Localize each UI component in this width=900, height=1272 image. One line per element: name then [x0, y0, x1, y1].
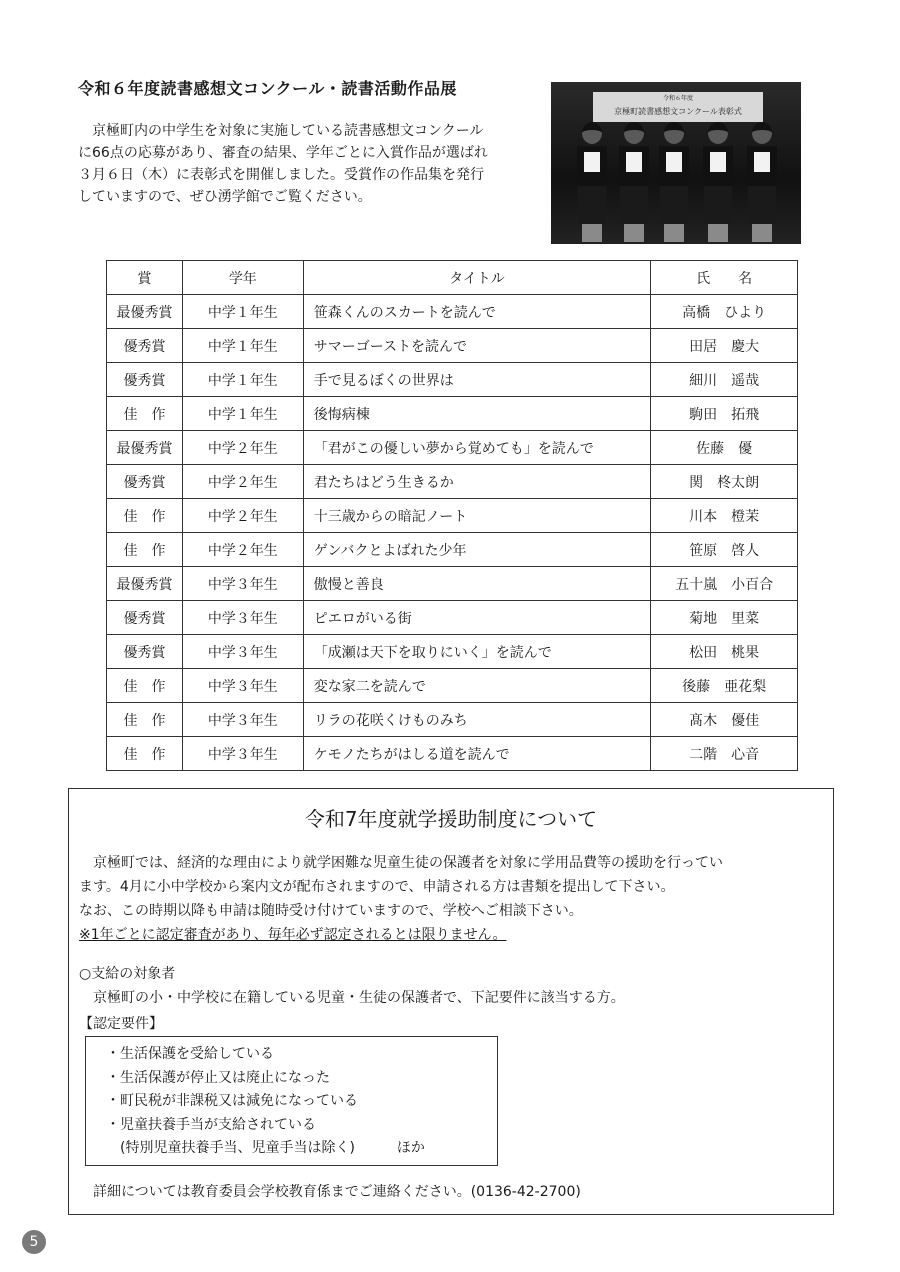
- cell-name: 佐藤 優: [651, 431, 798, 465]
- cell-award: 最優秀賞: [107, 431, 183, 465]
- cell-grade: 中学１年生: [182, 329, 303, 363]
- cell-name: 川本 橙茉: [651, 499, 798, 533]
- cell-award: 優秀賞: [107, 363, 183, 397]
- cell-award: 優秀賞: [107, 635, 183, 669]
- section2-line: ます。4月に小中学校から案内文が配布されますので、申請される方は書類を提出して下さい。: [79, 879, 675, 895]
- header-title: タイトル: [303, 261, 650, 295]
- cell-name: 高橋 ひより: [651, 295, 798, 329]
- cell-name: 菊地 里菜: [651, 601, 798, 635]
- cell-grade: 中学１年生: [182, 363, 303, 397]
- cell-grade: 中学３年生: [182, 601, 303, 635]
- cell-title: ピエロがいる街: [303, 601, 650, 635]
- table-row: [107, 601, 798, 635]
- cell-grade: 中学２年生: [182, 499, 303, 533]
- cell-title: 「成瀬は天下を取りにいく」を読んで: [303, 635, 650, 669]
- awards-table: [106, 260, 798, 771]
- section1-line: ３月６日（木）に表彰式を開催しました。受賞作の作品集を発行: [78, 167, 484, 183]
- header-name: 氏 名: [651, 261, 798, 295]
- table-row: [107, 329, 798, 363]
- cell-grade: 中学３年生: [182, 635, 303, 669]
- cell-award: 優秀賞: [107, 601, 183, 635]
- requirement-item: ・生活保護を受給している: [106, 1046, 274, 1062]
- cell-award: 佳 作: [107, 703, 183, 737]
- cell-name: 笹原 啓人: [651, 533, 798, 567]
- section2-line: なお、この時期以降も申請は随時受け付けていますので、学校へご相談下さい。: [79, 903, 583, 919]
- table-row: [107, 567, 798, 601]
- photo-banner-text: 京極町読書感想文コンクール表彰式: [614, 107, 742, 116]
- cell-grade: 中学３年生: [182, 737, 303, 771]
- cell-grade: 中学３年生: [182, 567, 303, 601]
- requirement-item: ・生活保護が停止又は廃止になった: [106, 1069, 330, 1086]
- section1-body: [78, 120, 518, 208]
- cell-award: 最優秀賞: [107, 295, 183, 329]
- cell-title: 君たちはどう生きるか: [303, 465, 650, 499]
- cell-award: 優秀賞: [107, 465, 183, 499]
- cell-name: 関 柊太朗: [651, 465, 798, 499]
- requirements-heading: 【認定要件】: [79, 1016, 163, 1032]
- table-row: [107, 431, 798, 465]
- cell-title: 手で見るぼくの世界は: [303, 363, 650, 397]
- cell-name: 五十嵐 小百合: [651, 567, 798, 601]
- requirement-item: ・町民税が非課税又は減免になっている: [106, 1093, 358, 1109]
- section1-line: していますので、ぜひ湧学館でご覧ください。: [78, 189, 372, 205]
- cell-title: 変な家二を読んで: [303, 669, 650, 703]
- section2-note: ※1年ごとに認定審査があり、毎年必ず認定されるとは限りません。: [79, 927, 507, 943]
- cell-grade: 中学１年生: [182, 397, 303, 431]
- photo-person: [701, 122, 735, 244]
- section1-title: 令和６年度読書感想文コンクール・読書活動作品展: [78, 79, 457, 98]
- table-row: [107, 669, 798, 703]
- table-row: [107, 295, 798, 329]
- cell-title: 十三歳からの暗記ノート: [303, 499, 650, 533]
- section1-line: 京極町内の中学生を対象に実施している読書感想文コンクール: [78, 123, 484, 139]
- cell-award: 佳 作: [107, 669, 183, 703]
- cell-award: 佳 作: [107, 533, 183, 567]
- cell-name: 二階 心音: [651, 737, 798, 771]
- table-row: [107, 737, 798, 771]
- cell-award: 佳 作: [107, 397, 183, 431]
- cell-title: ゲンバクとよばれた少年: [303, 533, 650, 567]
- cell-award: 優秀賞: [107, 329, 183, 363]
- cell-name: 髙木 優佳: [651, 703, 798, 737]
- cell-name: 駒田 拓飛: [651, 397, 798, 431]
- cell-title: 後悔病棟: [303, 397, 650, 431]
- target-heading: ○支給の対象者: [79, 966, 176, 982]
- section2-body: [79, 851, 824, 947]
- cell-name: 松田 桃果: [651, 635, 798, 669]
- cell-award: 最優秀賞: [107, 567, 183, 601]
- cell-grade: 中学２年生: [182, 533, 303, 567]
- photo-banner-small: 令和６年度: [662, 95, 693, 102]
- photo-person: [617, 122, 651, 244]
- cell-name: 田居 慶大: [651, 329, 798, 363]
- requirements-box: [85, 1036, 498, 1166]
- table-header-row: [107, 261, 798, 295]
- table-row: [107, 533, 798, 567]
- cell-grade: 中学１年生: [182, 295, 303, 329]
- cell-name: 後藤 亜花梨: [651, 669, 798, 703]
- requirement-item: (特別児童扶養手当、児童手当は除く) ほか: [106, 1140, 425, 1156]
- cell-grade: 中学２年生: [182, 431, 303, 465]
- table-row: [107, 465, 798, 499]
- table-row: [107, 635, 798, 669]
- page-number: 5: [22, 1230, 46, 1254]
- target-text: 京極町の小・中学校に在籍している児童・生徒の保護者で、下記要件に該当する方。: [93, 990, 625, 1006]
- photo-person: [745, 122, 779, 244]
- header-grade: 学年: [182, 261, 303, 295]
- cell-title: 「君がこの優しい夢から覚めても」を読んで: [303, 431, 650, 465]
- table-row: [107, 703, 798, 737]
- cell-title: サマーゴーストを読んで: [303, 329, 650, 363]
- header-award: 賞: [107, 261, 183, 295]
- contact-info: 詳細については教育委員会学校教育係までご連絡ください。(0136-42-2700): [93, 1184, 581, 1200]
- section1-line: に66点の応募があり、審査の結果、学年ごとに入賞作品が選ばれ: [78, 145, 488, 161]
- cell-grade: 中学３年生: [182, 703, 303, 737]
- requirement-item: ・児童扶養手当が支給されている: [106, 1116, 316, 1133]
- cell-title: 笹森くんのスカートを読んで: [303, 295, 650, 329]
- cell-name: 細川 遥哉: [651, 363, 798, 397]
- photo-banner: [593, 92, 763, 122]
- cell-award: 佳 作: [107, 737, 183, 771]
- table-row: [107, 397, 798, 431]
- cell-title: 傲慢と善良: [303, 567, 650, 601]
- cell-grade: 中学２年生: [182, 465, 303, 499]
- cell-award: 佳 作: [107, 499, 183, 533]
- photo-person: [575, 122, 609, 244]
- school-aid-section: [68, 788, 834, 1215]
- section2-title: 令和7年度就学援助制度について: [304, 807, 598, 831]
- cell-grade: 中学３年生: [182, 669, 303, 703]
- cell-title: ケモノたちがはしる道を読んで: [303, 737, 650, 771]
- photo-person: [657, 122, 691, 244]
- table-row: [107, 499, 798, 533]
- award-ceremony-photo: [551, 82, 801, 244]
- cell-title: リラの花咲くけものみち: [303, 703, 650, 737]
- section2-line: 京極町では、経済的な理由により就学困難な児童生徒の保護者を対象に学用品費等の援助を行ってい: [79, 855, 723, 871]
- table-row: [107, 363, 798, 397]
